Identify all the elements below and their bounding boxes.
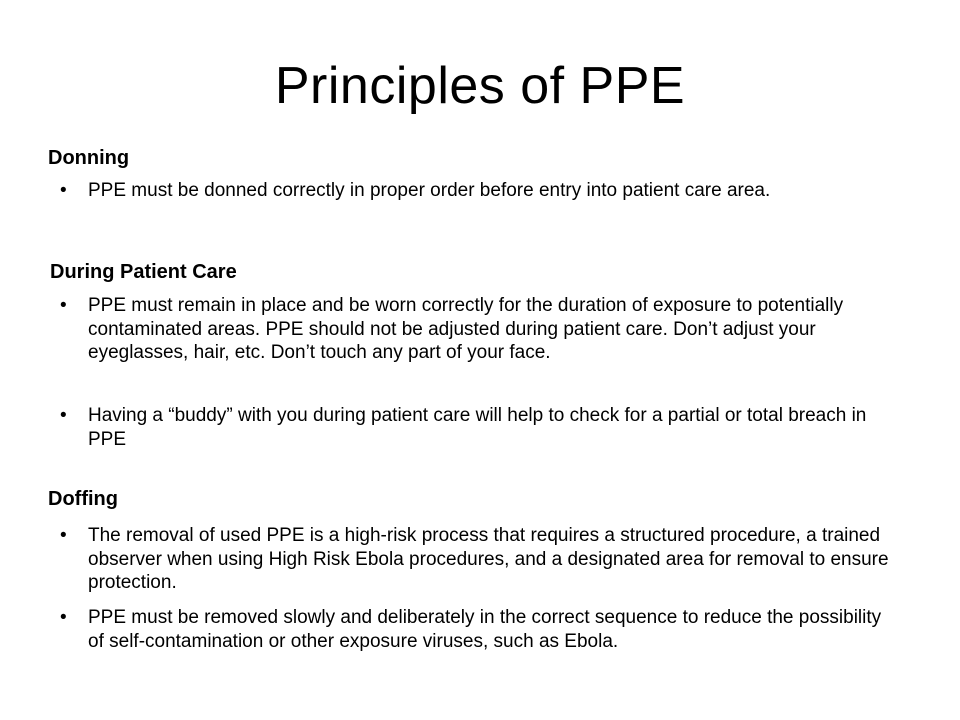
bullet-icon: • — [60, 525, 67, 546]
bullet-text: PPE must be donned correctly in proper order before entry into patient care area. — [88, 180, 771, 201]
bullet-text: PPE must be removed slowly and deliberately in the correct sequence to reduce the possibility of self-contamination or other exposure viruses, such as Ebola. — [88, 607, 882, 652]
bullet-item — [60, 294, 900, 365]
bullet-item — [60, 179, 900, 203]
section-heading-during-patient-care: During Patient Care — [50, 261, 237, 283]
section-heading-doffing: Doffing — [48, 488, 118, 510]
bullet-item — [60, 404, 900, 451]
bullet-icon: • — [60, 180, 67, 201]
bullet-text: Having a “buddy” with you during patient care will help to check for a partial or total breach in PPE — [88, 405, 867, 450]
slide-content — [48, 0, 918, 720]
bullet-text: PPE must remain in place and be worn correctly for the duration of exposure to potentially contaminated areas. PPE should not be adjusted during patient care. Don’t adjust your eyeglasses, hair, etc. Don’t touch any part of your face. — [88, 295, 844, 363]
bullet-item — [60, 606, 900, 653]
bullet-icon: • — [60, 405, 67, 426]
bullet-icon: • — [60, 607, 67, 628]
section-heading-donning: Donning — [48, 147, 130, 169]
bullet-icon: • — [60, 295, 67, 316]
slide-title: Principles of PPE — [274, 57, 686, 115]
bullet-text: The removal of used PPE is a high-risk process that requires a structured procedure, a trained observer when using High Risk Ebola procedures, and a designated area for removal to ensure protection. — [88, 525, 889, 593]
bullet-item — [60, 524, 900, 595]
